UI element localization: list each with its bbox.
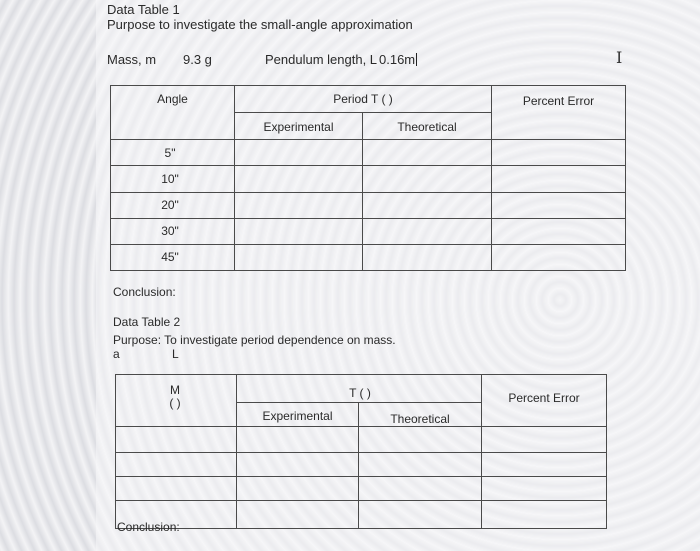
header-percent-error-2: Percent Error bbox=[508, 391, 580, 405]
table1-title: Data Table 1 bbox=[107, 2, 180, 17]
mass-label: Mass, m bbox=[107, 52, 157, 67]
angle-cell: 5" bbox=[164, 146, 176, 160]
mass-value[interactable]: 9.3 g bbox=[183, 52, 212, 67]
text-caret bbox=[416, 53, 417, 66]
a-label: a bbox=[113, 347, 120, 361]
angle-cell: 45" bbox=[161, 250, 179, 264]
angle-cell: 10" bbox=[161, 172, 179, 186]
length-value: 0.16m bbox=[379, 52, 416, 67]
conclusion2-label: Conclusion: bbox=[117, 520, 180, 534]
header-mass-m: M bbox=[170, 383, 180, 397]
angle-cell: 30" bbox=[161, 224, 179, 238]
length-label: Pendulum length, L bbox=[265, 52, 378, 67]
length-field[interactable] bbox=[379, 52, 417, 67]
header-experimental-2: Experimental bbox=[262, 409, 333, 423]
header-period-t: T ( ) bbox=[349, 386, 371, 400]
header-theoretical-2: Theoretical bbox=[390, 412, 450, 426]
header-angle: Angle bbox=[157, 92, 188, 106]
table2-title: Data Table 2 bbox=[113, 315, 181, 329]
header-theoretical: Theoretical bbox=[397, 120, 457, 134]
l-label: L bbox=[172, 347, 179, 361]
header-percent-error: Percent Error bbox=[522, 94, 595, 108]
header-period: Period T ( ) bbox=[333, 92, 393, 106]
table2-purpose: Purpose: To investigate period dependence on mass. bbox=[113, 333, 396, 347]
conclusion1-label: Conclusion: bbox=[113, 285, 176, 299]
worksheet bbox=[96, 0, 700, 551]
table1-purpose: Purpose to investigate the small-angle approximation bbox=[107, 17, 413, 32]
header-mass-unit: ( ) bbox=[169, 396, 181, 410]
angle-cell: 20" bbox=[161, 198, 179, 212]
header-experimental: Experimental bbox=[263, 120, 334, 134]
text-cursor-icon: I bbox=[616, 48, 623, 67]
